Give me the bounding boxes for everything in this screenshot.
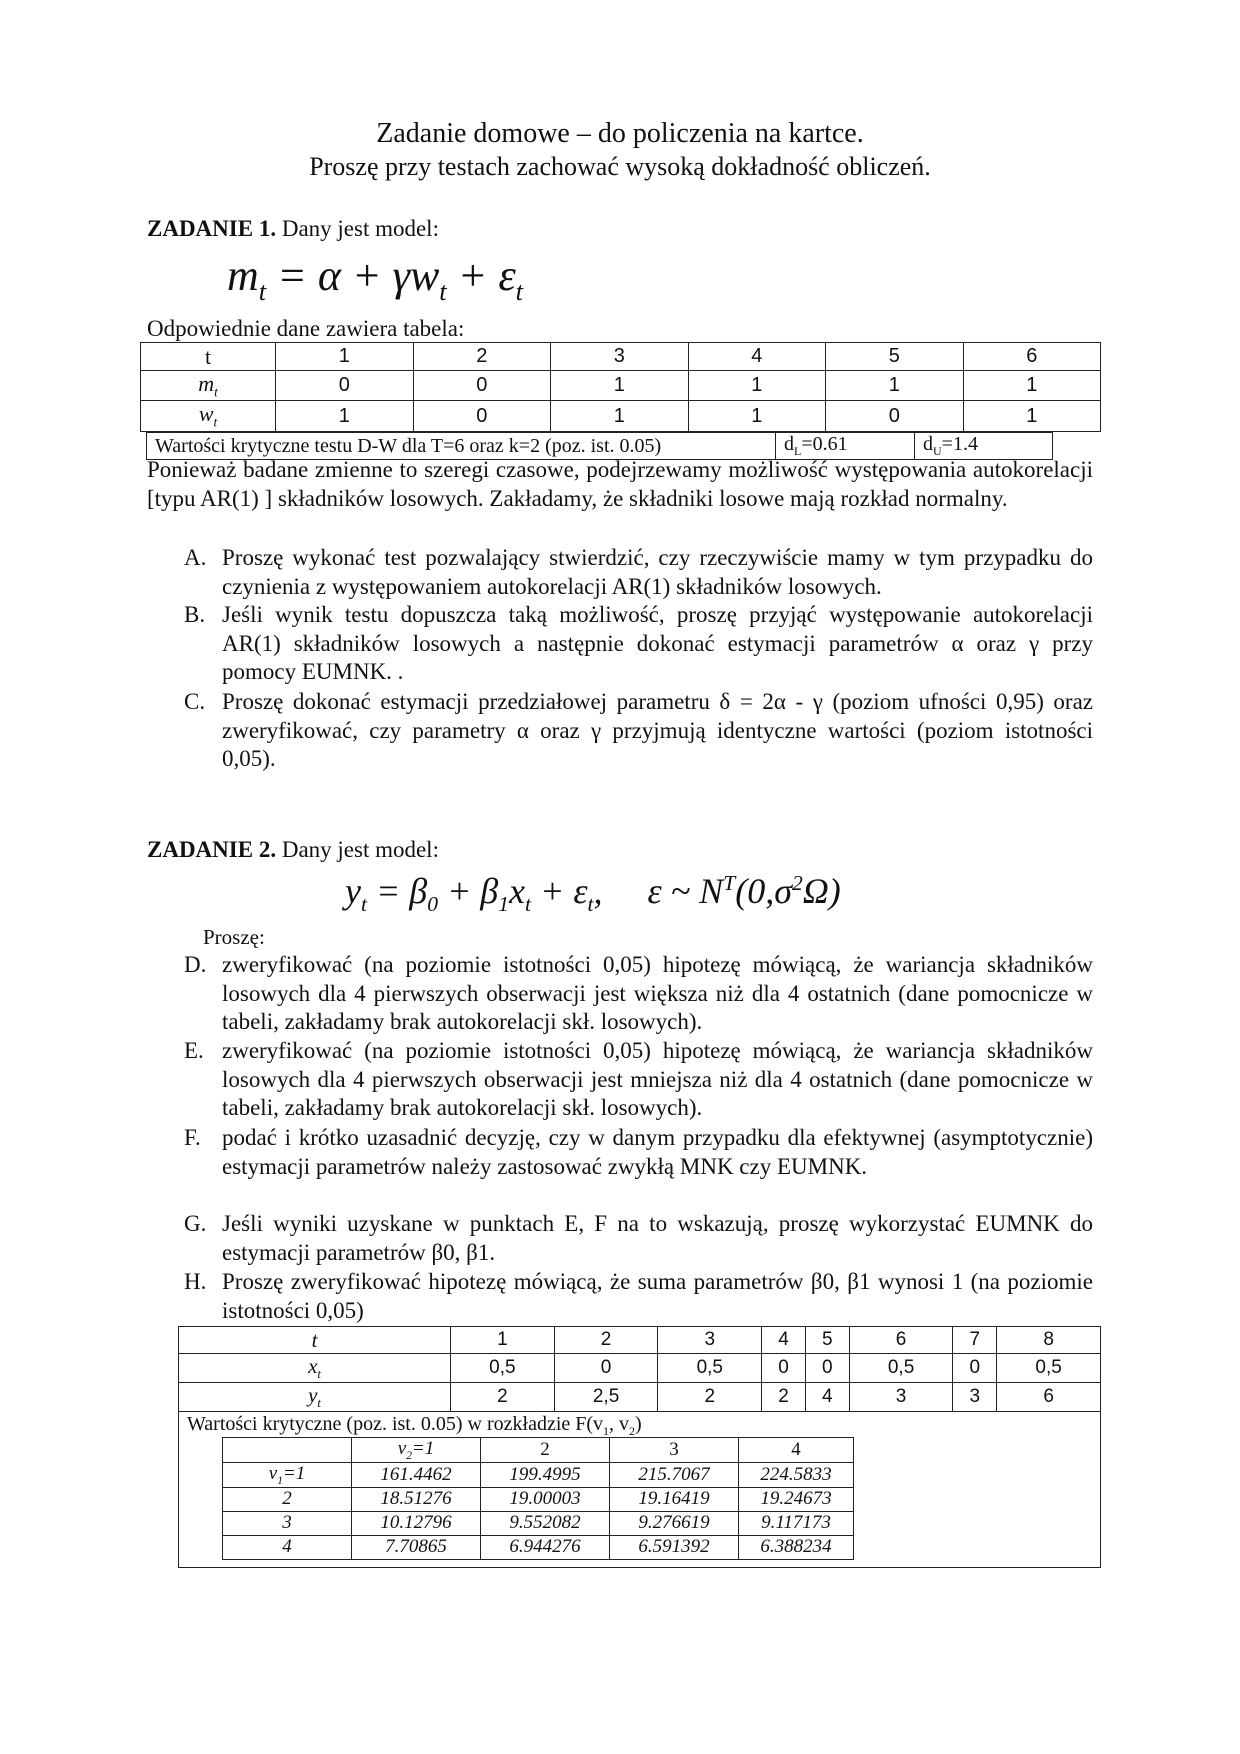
table-row	[223, 1462, 854, 1487]
table-cell: 0	[276, 371, 414, 401]
table-cell: 6	[997, 1383, 1101, 1412]
table-cell: 19.16419	[610, 1487, 739, 1511]
header-cell: t	[141, 343, 276, 371]
f-table-caption: Wartości krytyczne (poz. ist. 0.05) w rozkładzie $F(v_1$, $v_2$)	[187, 1413, 642, 1438]
header-cell: 3	[610, 1438, 739, 1463]
task1-model-formula: $m_t = \alpha + \gamma w_t + \varepsilon_t$	[227, 251, 524, 306]
task1-intro: Ponieważ badane zmienne to szeregi czasowe, podejrzewamy możliwość występowania autokorelacji [typu AR(1) ] składników losowych. Zakładamy, że składniki losowe mają rozkład normalny.	[147, 457, 1093, 511]
table-cell: 3	[953, 1383, 997, 1412]
table-cell: 9.117173	[739, 1511, 854, 1535]
table-row	[223, 1511, 854, 1535]
dw-lower: $d_L=0.61$	[776, 433, 915, 460]
table-cell: 1	[688, 401, 826, 431]
table-cell: 2	[658, 1383, 762, 1412]
table-cell: 6.944276	[481, 1535, 610, 1559]
table-row	[223, 1487, 854, 1511]
table-row	[141, 371, 1101, 401]
table-cell: 1	[551, 401, 689, 431]
table-cell: 0	[762, 1354, 806, 1383]
table-cell: 0	[826, 401, 964, 431]
header-cell: $v_2=1$	[352, 1438, 481, 1463]
header-cell: 5	[826, 343, 964, 371]
task2-item-h: H. Proszę zweryfikować hipotezę mówiącą, że suma parametrów β0, β1 wynosi 1 (na poziomie istotności 0,05)	[184, 1269, 1093, 1323]
row-label: 4	[223, 1535, 352, 1559]
table-cell: 2	[451, 1383, 555, 1412]
table-cell: 1	[826, 371, 964, 401]
table-cell: 1	[688, 371, 826, 401]
table-cell: 161.4462	[352, 1462, 481, 1487]
row-label: $v_1=1$	[223, 1462, 352, 1487]
header-cell: 4	[739, 1438, 854, 1463]
task2-item-e: E. zweryfikować (na poziomie istotności 0,05) hipotezę mówiącą, że wariancja składników losowych dla 4 pierwszych obserwacji jest mniejsza niż dla 4 ostatnich (dane pomocnicze w tabeli, zakładamy brak autokorelacji skł. losowych).	[184, 1038, 1093, 1120]
table-cell: 2	[762, 1383, 806, 1412]
header-cell: 7	[953, 1327, 997, 1354]
table-row	[179, 1327, 1101, 1354]
header-cell: 2	[413, 343, 551, 371]
table-cell: 215.7067	[610, 1462, 739, 1487]
page-subtitle: Proszę przy testach zachować wysoką dokładność obliczeń.	[309, 152, 931, 181]
header-cell: 1	[276, 343, 414, 371]
table-cell: 18.51276	[352, 1487, 481, 1511]
row-label-m: $m_t$	[141, 371, 276, 401]
row-label: 2	[223, 1487, 352, 1511]
table-cell: 3	[849, 1383, 953, 1412]
table-cell: 1	[963, 401, 1101, 431]
table-cell: 1	[551, 371, 689, 401]
task1-data-table	[140, 342, 1101, 432]
dw-upper: $d_U=1.4$	[915, 433, 1053, 460]
row-label-y: $y_t$	[179, 1383, 451, 1412]
task2-model-formula: $y_t = \beta_0 + \beta_1x_t + \varepsilon_t$, ε ~ $N^T(0,\sigma^2\Omega)$	[345, 871, 841, 917]
f-critical-values-table	[222, 1437, 854, 1560]
header-cell: 2	[481, 1438, 610, 1463]
task2-prosze: Proszę:	[203, 925, 265, 949]
task2-item-d: D. zweryfikować (na poziomie istotności 0,05) hipotezę mówiącą, że wariancja składników losowych dla 4 pierwszych obserwacji jest większa niż dla 4 ostatnich (dane pomocnicze w tabeli, zakładamy brak autokorelacji skł. losowych).	[184, 952, 1093, 1034]
table-cell: 6.591392	[610, 1535, 739, 1559]
header-cell: 6	[849, 1327, 953, 1354]
table-cell: 0,5	[658, 1354, 762, 1383]
task2-data-table	[178, 1326, 1101, 1412]
table-cell: 0,5	[997, 1354, 1101, 1383]
header-cell: 4	[688, 343, 826, 371]
table-cell: 199.4995	[481, 1462, 610, 1487]
table-row	[141, 343, 1101, 371]
header-cell: 6	[963, 343, 1101, 371]
table-row	[179, 1383, 1101, 1412]
task1-item-c: C. Proszę dokonać estymacji przedziałowej parametru δ = 2α - γ (poziom ufności 0,95) oraz zweryfikować, czy parametry α oraz γ przyjmują identyczne wartości (poziom istotności 0,05).	[184, 689, 1093, 771]
table-cell: 19.00003	[481, 1487, 610, 1511]
task2-heading: ZADANIE 2. Dany jest model:	[147, 837, 439, 862]
table-row	[223, 1438, 854, 1463]
table-cell: 10.12796	[352, 1511, 481, 1535]
row-label-w: $w_t$	[141, 401, 276, 431]
table-cell: 0	[413, 401, 551, 431]
table-cell: 2,5	[554, 1383, 658, 1412]
header-cell: 2	[554, 1327, 658, 1354]
header-cell: 3	[551, 343, 689, 371]
header-cell: t	[179, 1327, 451, 1354]
task2-item-f: F. podać i krótko uzasadnić decyzję, czy w danym przypadku dla efektywnej (asymptotycznie) estymacji parametrów należy zastosować zwykłą MNK czy EUMNK.	[184, 1125, 1093, 1179]
table-cell: 9.276619	[610, 1511, 739, 1535]
table-cell: 4	[805, 1383, 849, 1412]
table-cell: 19.24673	[739, 1487, 854, 1511]
table-row	[223, 1535, 854, 1559]
table-cell: 7.70865	[352, 1535, 481, 1559]
table-cell: 1	[276, 401, 414, 431]
task2-item-g: G. Jeśli wyniki uzyskane w punktach E, F na to wskazują, proszę wykorzystać EUMNK do estymacji parametrów β0, β1.	[184, 1211, 1093, 1265]
task1-item-a: A. Proszę wykonać test pozwalający stwierdzić, czy rzeczywiście mamy w tym przypadku do czynienia z występowaniem autokorelacji AR(1) składników losowych.	[184, 545, 1093, 599]
table-cell: 6.388234	[739, 1535, 854, 1559]
table-cell: 9.552082	[481, 1511, 610, 1535]
table-row	[141, 401, 1101, 431]
task1-table-caption: Odpowiednie dane zawiera tabela:	[147, 316, 465, 341]
task1-item-b: B. Jeśli wynik testu dopuszcza taką możliwość, proszę przyjąć występowanie autokorelacji AR(1) składników losowych a następnie dokonać estymacji parametrów α oraz γ przy pomocy EUMNK. .	[184, 602, 1093, 684]
row-label: 3	[223, 1511, 352, 1535]
header-cell: 1	[451, 1327, 555, 1354]
table-cell: 0	[554, 1354, 658, 1383]
row-label-x: $x_t$	[179, 1354, 451, 1383]
header-cell	[223, 1438, 352, 1463]
header-cell: 8	[997, 1327, 1101, 1354]
page-title: Zadanie domowe – do policzenia na kartce.	[376, 118, 864, 149]
table-cell: 0,5	[849, 1354, 953, 1383]
table-cell: 0	[413, 371, 551, 401]
table-cell: 0,5	[451, 1354, 555, 1383]
header-cell: 5	[805, 1327, 849, 1354]
table-row	[179, 1354, 1101, 1383]
task1-heading: ZADANIE 1. Dany jest model:	[147, 216, 439, 241]
table-cell: 0	[805, 1354, 849, 1383]
header-cell: 4	[762, 1327, 806, 1354]
header-cell: 3	[658, 1327, 762, 1354]
dw-label: Wartości krytyczne testu D-W dla T=6 oraz k=2 (poz. ist. 0.05)	[147, 433, 776, 460]
table-cell: 224.5833	[739, 1462, 854, 1487]
table-cell: 1	[963, 371, 1101, 401]
table-cell: 0	[953, 1354, 997, 1383]
